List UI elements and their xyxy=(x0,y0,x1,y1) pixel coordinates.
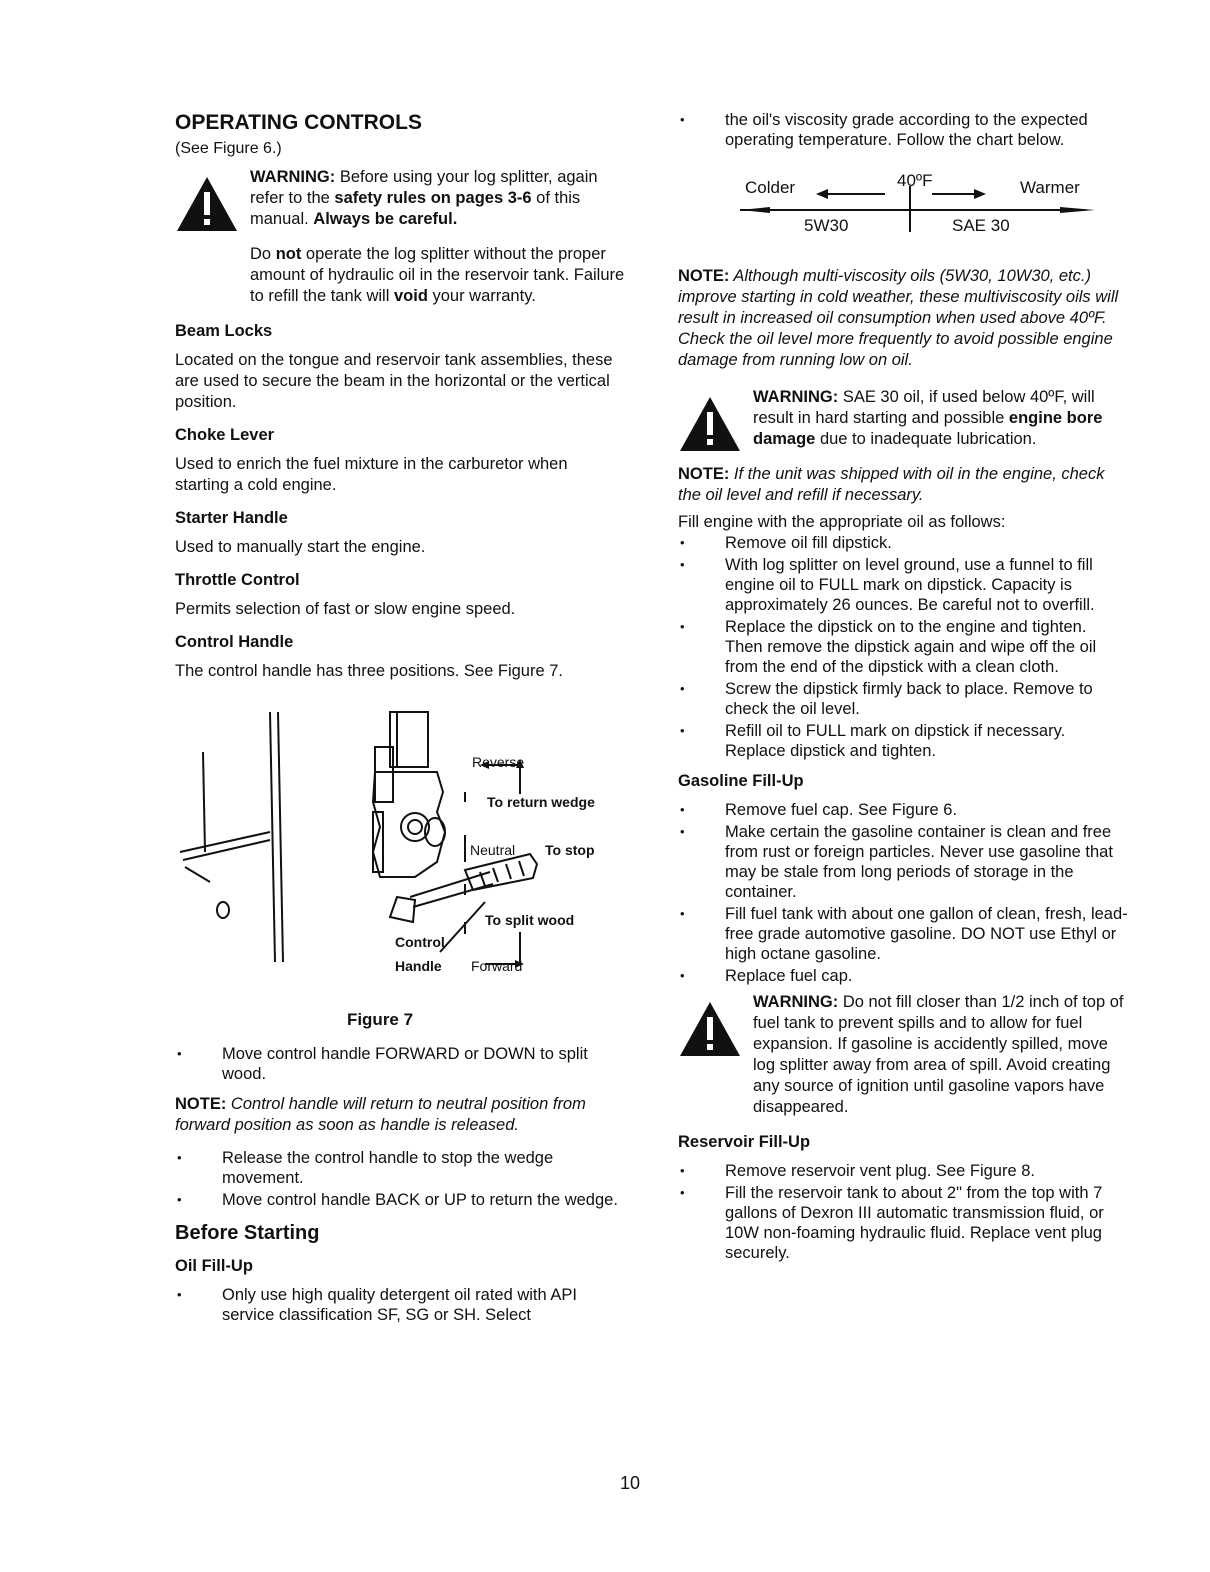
bullet-list-control-handle xyxy=(175,1148,625,1210)
see-figure-reference: (See Figure 6.) xyxy=(175,140,282,157)
warning-block-sae30 xyxy=(678,387,1128,450)
text-choke-lever: Used to enrich the fuel mixture in the carburetor when starting a cold engine. xyxy=(175,455,568,494)
list-item-continuation: • the oil's viscosity grade according to the expected operating temperature. Follow the chart below. xyxy=(678,110,1128,150)
section-title-before-starting: Before Starting xyxy=(175,1222,320,1244)
list-item: • Remove fuel cap. See Figure 6. xyxy=(678,800,1128,820)
list-item: • Only use high quality detergent oil rated with API service classification SF, SG or SH. Select xyxy=(175,1285,625,1325)
label-to-return-wedge: To return wedge xyxy=(487,794,595,810)
note-multi-viscosity: NOTE: Although multi-viscosity oils (5W30, 10W30, etc.) improve starting in cold weather, these multiviscosity oils will result in increased oil consumption when used above 40ºF. Check the oil level more frequently to avoid possible engine damage from running low on oil. xyxy=(678,267,1119,369)
bullet-list-gasoline xyxy=(678,800,1128,986)
heading-choke-lever: Choke Lever xyxy=(175,426,275,444)
left-column xyxy=(175,110,625,1331)
list-item: • Move control handle BACK or UP to return the wedge. xyxy=(175,1190,625,1210)
list-item: • Screw the dipstick firmly back to place. Remove to check the oil level. xyxy=(678,679,1128,719)
note-control-handle: NOTE: Control handle will return to neutral position from forward position as soon as handle is released. xyxy=(175,1095,586,1134)
label-forward: Forward xyxy=(471,958,523,974)
list-item: • Fill the reservoir tank to about 2" from the top with 7 gallons of Dexron III automatic transmission fluid, or 10W non-foaming hydraulic fluid. Replace vent plug securely. xyxy=(678,1183,1128,1263)
figure-7-caption: Figure 7 xyxy=(346,1010,414,1029)
bullet-list-forward xyxy=(175,1044,625,1084)
section-title-operating-controls: OPERATING CONTROLS xyxy=(175,111,422,134)
list-item: • Make certain the gasoline container is clean and free from rust or foreign particles. Never use gasoline that may be stale from long periods of storage in the container. xyxy=(678,822,1128,902)
label-sae30: SAE 30 xyxy=(952,216,1010,235)
heading-starter-handle: Starter Handle xyxy=(175,509,288,527)
heading-reservoir-fill-up: Reservoir Fill-Up xyxy=(678,1133,811,1151)
text-beam-locks: Located on the tongue and reservoir tank assemblies, these are used to secure the beam in the horizontal or the vertical position. xyxy=(175,351,613,411)
bullet-list-oil-fill xyxy=(678,533,1128,761)
label-to-split-wood: To split wood xyxy=(485,912,575,928)
list-item: • Replace fuel cap. xyxy=(678,966,1128,986)
heading-beam-locks: Beam Locks xyxy=(175,322,273,340)
note-shipped-oil: NOTE: If the unit was shipped with oil in the engine, check the oil level and refill if necessary. xyxy=(678,465,1105,504)
label-neutral: Neutral xyxy=(470,842,516,858)
list-item: • Remove oil fill dipstick. xyxy=(678,533,1128,553)
bullet-continuation xyxy=(678,110,1128,150)
text-fill-intro: Fill engine with the appropriate oil as follows: xyxy=(678,513,1006,531)
text-control-handle: The control handle has three positions. See Figure 7. xyxy=(175,662,563,680)
heading-oil-fill-up: Oil Fill-Up xyxy=(175,1257,253,1275)
warning-text-safety: WARNING: Before using your log splitter, again refer to the safety rules on pages 3-6 of this manual. Always be careful. xyxy=(250,168,598,228)
page-number: 10 xyxy=(619,1473,641,1493)
label-5w30: 5W30 xyxy=(804,216,849,235)
list-item: • Fill fuel tank with about one gallon of clean, fresh, lead-free grade automotive gasoline. DO NOT use Ethyl or high octane gasoline. xyxy=(678,904,1128,964)
right-column xyxy=(678,110,1128,1269)
label-warmer: Warmer xyxy=(1020,178,1080,197)
list-item: • Remove reservoir vent plug. See Figure 8. xyxy=(678,1161,1128,1181)
warning-triangle-icon xyxy=(678,395,742,453)
warning-text-gasoline: WARNING: Do not fill closer than 1/2 inch of top of fuel tank to prevent spills and to allow for fuel expansion. If gasoline is accidently spilled, move log splitter away from area of spill. Avoid creating any source of ignition until gasoline vapors have disappeared. xyxy=(753,993,1124,1116)
label-reverse: Reverse xyxy=(472,754,525,770)
list-item: • With log splitter on level ground, use a funnel to fill engine oil to FULL mark on dipstick. Capacity is approximately 26 ounces. Be careful not to overfill. xyxy=(678,555,1128,615)
label-40f: 40ºF xyxy=(897,171,933,190)
warning-triangle-icon xyxy=(175,175,239,233)
list-item: • Release the control handle to stop the wedge movement. xyxy=(175,1148,625,1188)
list-item: • Replace the dipstick on to the engine and tighten. Then remove the dipstick again and wipe off the oil from the end of the dipstick with a clean cloth. xyxy=(678,617,1128,677)
list-item: • Move control handle FORWARD or DOWN to split wood. xyxy=(175,1044,625,1084)
warning-triangle-icon xyxy=(678,1000,742,1058)
text-starter-handle: Used to manually start the engine. xyxy=(175,538,426,556)
heading-throttle-control: Throttle Control xyxy=(175,571,300,589)
figure-7-diagram xyxy=(175,702,625,1002)
label-handle: Handle xyxy=(395,958,442,974)
label-to-stop: To stop xyxy=(545,842,595,858)
label-control: Control xyxy=(395,934,445,950)
heading-gasoline-fill-up: Gasoline Fill-Up xyxy=(678,772,804,790)
bullet-list-reservoir xyxy=(678,1161,1128,1263)
text-throttle-control: Permits selection of fast or slow engine speed. xyxy=(175,600,516,618)
warning-text-sae30: WARNING: SAE 30 oil, if used below 40ºF, will result in hard starting and possible engine bore damage due to inadequate lubrication. xyxy=(753,388,1103,448)
warning-text-hydraulic-oil: Do not operate the log splitter without the proper amount of hydraulic oil in the reservoir tank. Failure to refill the tank will void your warranty. xyxy=(250,245,625,305)
heading-control-handle: Control Handle xyxy=(175,633,294,651)
oil-viscosity-chart xyxy=(740,172,1100,242)
warning-block-gasoline xyxy=(678,992,1128,1118)
bullet-list-oil-select xyxy=(175,1285,625,1325)
list-item: • Refill oil to FULL mark on dipstick if necessary. Replace dipstick and tighten. xyxy=(678,721,1128,761)
label-colder: Colder xyxy=(745,178,796,197)
warning-block-safety xyxy=(175,167,625,307)
